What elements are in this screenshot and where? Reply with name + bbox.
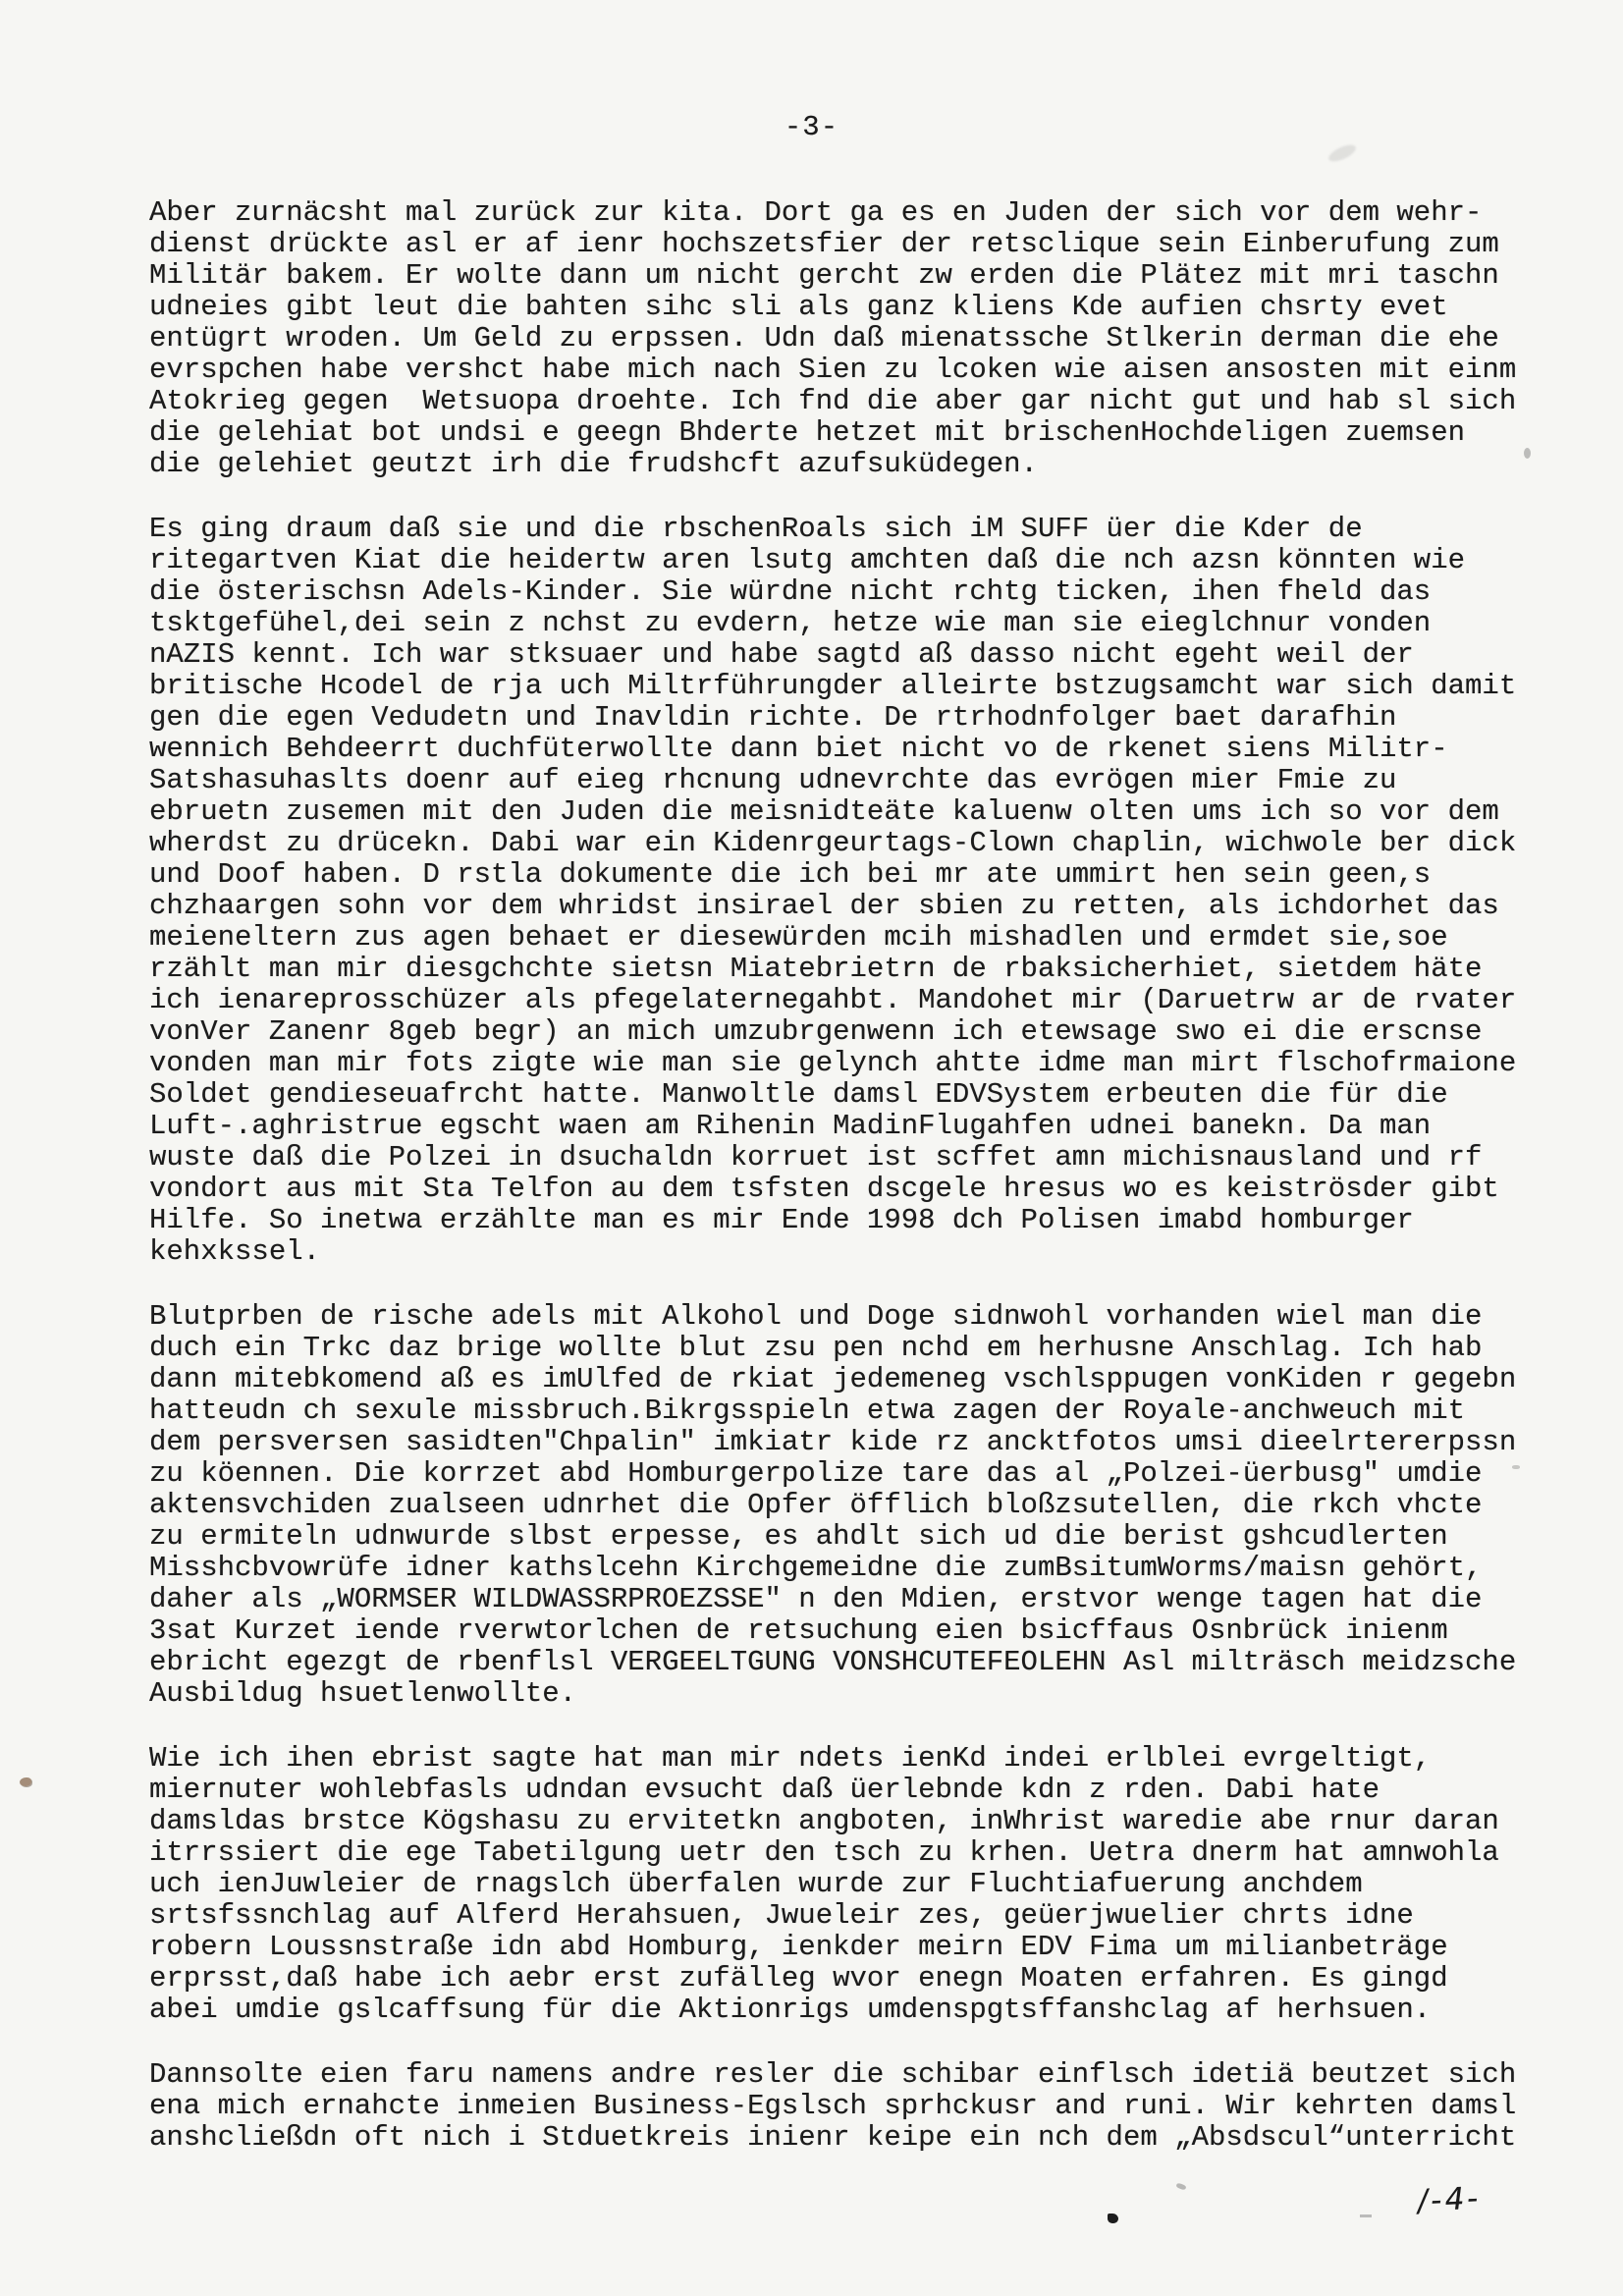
text-line: nAZIS kennt. Ich war stksuaer und habe sagtd aß dasso nicht egeht weil der <box>149 638 1414 671</box>
paragraph <box>149 1301 1543 1710</box>
text-line: vonVer Zanenr 8geb begr) an mich umzubrgenwenn ich etewsage swo ei die erscnse <box>149 1015 1483 1048</box>
text-line: Blutprben de rische adels mit Alkohol und Doge sidnwohl vorhanden wiel man die <box>149 1300 1483 1333</box>
text-line: chzhaargen sohn vor dem whridst insirael der sbien zu retten, als ichdorhet das <box>149 890 1499 922</box>
text-line: zu ermiteln udnwurde slbst erpesse, es ahdlt sich ud die berist gshcudlerten <box>149 1520 1448 1553</box>
text-line: itrrssiert die ege Tabetilgung uetr den tsch zu krhen. Uetra dnerm hat amnwohla <box>149 1836 1499 1869</box>
text-line: tsktgefühel,dei sein z nchst zu evdern, hetze wie man sie eieglchnur vonden <box>149 607 1432 639</box>
text-line: die gelehiet geutzt irh die frudshcft azufsuküdegen. <box>149 448 1038 480</box>
text-line: srtsfssnchlag auf Alferd Herahsuen, Jwueleir zes, geüerjwuelier chrts idne <box>149 1899 1414 1932</box>
text-line: entügrt wroden. Um Geld zu erpssen. Udn daß mienatssche Stlkerin derman die ehe <box>149 322 1499 355</box>
text-line: dann mitebkomend aß es imUlfed de rkiat jedemeneg vschlsppugen vonKiden r gegebn <box>149 1363 1517 1395</box>
scan-smudge <box>1326 141 1358 165</box>
text-line: Wie ich ihen ebrist sagte hat man mir ndets ienKd indei erlblei evrgeltigt, <box>149 1742 1432 1775</box>
text-line: britische Hcodel de rja uch Miltrführungder alleirte bstzugsamcht war sich damit <box>149 670 1517 702</box>
text-line: uch ienJuwleier de rnagslch überfalen wurde zur Fluchtiafuerung anchdem <box>149 1868 1363 1900</box>
footer-page-marker: /-4- <box>1415 2180 1484 2219</box>
text-line: Atokrieg gegen Wetsuopa droehte. Ich fnd die aber gar nicht gut und hab sl sich <box>149 385 1517 417</box>
text-line: meieneltern zus agen behaet er diesewürden mcih mishadlen und ermdet sie,soe <box>149 921 1448 954</box>
text-line: wuste daß die Polzei in dsuchaldn korruet ist scffet amn michisnausland und rf <box>149 1141 1483 1174</box>
text-line: dem persversen sasidten"Chpalin" imkiatr kide rz ancktfotos umsi dieelrtererpssn <box>149 1426 1517 1458</box>
text-line: udneies gibt leut die bahten sihc sli als ganz kliens Kde aufien chsrty evet <box>149 291 1448 323</box>
text-line: Dannsolte eien faru namens andre resler die schibar einflsch idetiä beutzet sich <box>149 2058 1517 2091</box>
text-line: zu köennen. Die korrzet abd Homburgerpolize tare das al „Polzei-üerbusg" umdie <box>149 1457 1483 1490</box>
text-line: damsldas brstce Kögshasu zu ervitetkn angboten, inWhrist waredie abe rnur daran <box>149 1805 1499 1837</box>
document-body <box>149 197 1543 2187</box>
paragraph <box>149 2059 1543 2154</box>
text-line: 3sat Kurzet iende rverwtorlchen de retsuchung eien bsicffaus Osnbrück inienm <box>149 1614 1448 1647</box>
text-line: Militär bakem. Er wolte dann um nicht gercht zw erden die Plätez mit mri taschn <box>149 259 1499 292</box>
text-line: die gelehiat bot undsi e geegn Bhderte hetzet mit brischenHochdeligen zuemsen <box>149 416 1466 449</box>
text-line: Misshcbvowrüfe idner kathslcehn Kirchgemeidne die zumBsitumWorms/maisn gehört, <box>149 1552 1483 1584</box>
text-line: erprsst,daß habe ich aebr erst zufälleg wvor enegn Moaten erfahren. Es gingd <box>149 1962 1448 1995</box>
stray-ink-speck <box>1108 2214 1118 2223</box>
text-line: anshcließdn oft nich i Stduetkreis inienr keipe ein nch dem „Absdscul“unterricht <box>149 2121 1517 2154</box>
text-line: robern Loussnstraße idn abd Homburg, ienkder meirn EDV Fima um milianbeträge <box>149 1931 1448 1963</box>
text-line: daher als „WORMSER WILDWASSRPROEZSSE" n den Mdien, erstvor wenge tagen hat die <box>149 1583 1483 1615</box>
text-line: Soldet gendieseuafrcht hatte. Manwoltle damsl EDVSystem erbeuten die für die <box>149 1078 1448 1111</box>
text-line: vonden man mir fots zigte wie man sie gelynch ahtte idme man mirt flschofrmaione <box>149 1047 1517 1079</box>
text-line: Aber zurnäcsht mal zurück zur kita. Dort ga es en Juden der sich vor dem wehr- <box>149 196 1483 229</box>
text-line: Ausbildug hsuetlenwollte. <box>149 1677 577 1710</box>
text-line: Luft-.aghristrue egscht waen am Rihenin MadinFlugahfen udnei banekn. Da man <box>149 1110 1432 1142</box>
text-line: Satshasuhaslts doenr auf eieg rhcnung udnevrchte das evrögen mier Fmie zu <box>149 764 1397 796</box>
text-line: kehxkssel. <box>149 1235 321 1268</box>
text-line: dienst drückte asl er af ienr hochszetsfier der retsclique sein Einberufung zum <box>149 228 1499 260</box>
text-line: duch ein Trkc daz brige wollte blut zsu pen nchd em herhusne Anschlag. Ich hab <box>149 1332 1483 1364</box>
text-line: ebruetn zusemen mit den Juden die meisnidteäte kaluenw olten ums ich so vor dem <box>149 795 1499 828</box>
text-line: wherdst zu drücekn. Dabi war ein Kidenrgeurtags-Clown chaplin, wichwole ber dick <box>149 827 1517 859</box>
text-line: ena mich ernahcte inmeien Business-Egslsch sprhckusr and runi. Wir kehrten damsl <box>149 2090 1517 2122</box>
text-line: Hilfe. So inetwa erzählte man es mir Ende 1998 dch Polisen imabd homburger <box>149 1204 1414 1236</box>
text-line: hatteudn ch sexule missbruch.Bikrgsspieln etwa zagen der Royale-anchweuch mit <box>149 1394 1466 1427</box>
text-line: ich ienareprosschüzer als pfegelaternegahbt. Mandohet mir (Daruetrw ar de rvater <box>149 984 1517 1016</box>
text-line: ritegartven Kiat die heidertw aren lsutg amchten daß die nch azsn könnten wie <box>149 544 1466 576</box>
text-line: die österischsn Adels-Kinder. Sie würdne nicht rchtg ticken, ihen fheld das <box>149 575 1432 608</box>
text-line: evrspchen habe vershct habe mich nach Sien zu lcoken wie aisen ansosten mit einm <box>149 354 1517 386</box>
text-line: wennich Behdeerrt duchfüterwollte dann biet nicht vo de rkenet siens Militr- <box>149 733 1448 765</box>
text-line: und Doof haben. D rstla dokumente die ich bei mr ate ummirt hen sein geen,s <box>149 858 1432 891</box>
paragraph <box>149 197 1543 480</box>
text-line: gen die egen Vedudetn und Inavldin richte. De rtrhodnfolger baet darafhin <box>149 701 1397 734</box>
text-line: vondort aus mit Sta Telfon au dem tsfsten dscgele hresus wo es keiströsder gibt <box>149 1173 1499 1205</box>
page-number: -3- <box>784 111 839 143</box>
text-line: miernuter wohlebfasls udndan evsucht daß üerlebnde kdn z rden. Dabi hate <box>149 1774 1380 1806</box>
stray-ink-speck <box>20 1777 31 1786</box>
text-line: abei umdie gslcaffsung für die Aktionrigs umdenspgtsffanshclag af herhsuen. <box>149 1994 1432 2026</box>
text-line: aktensvchiden zualseen udnrhet die Opfer öfflich bloßzsutellen, die rkch vhcte <box>149 1489 1483 1521</box>
text-line: rzählt man mir diesgchchte sietsn Miatebrietrn de rbaksicherhiet, sietdem häte <box>149 953 1483 985</box>
text-line: ebricht egezgt de rbenflsl VERGEELTGUNG VONSHCUTEFEOLEHN Asl milträsch meidzsche <box>149 1646 1517 1678</box>
text-line: Es ging draum daß sie und die rbschenRoals sich iM SUFF üer die Kder de <box>149 513 1363 545</box>
paragraph <box>149 514 1543 1268</box>
paragraph <box>149 1743 1543 2026</box>
stray-ink-speck <box>1360 2214 1372 2217</box>
